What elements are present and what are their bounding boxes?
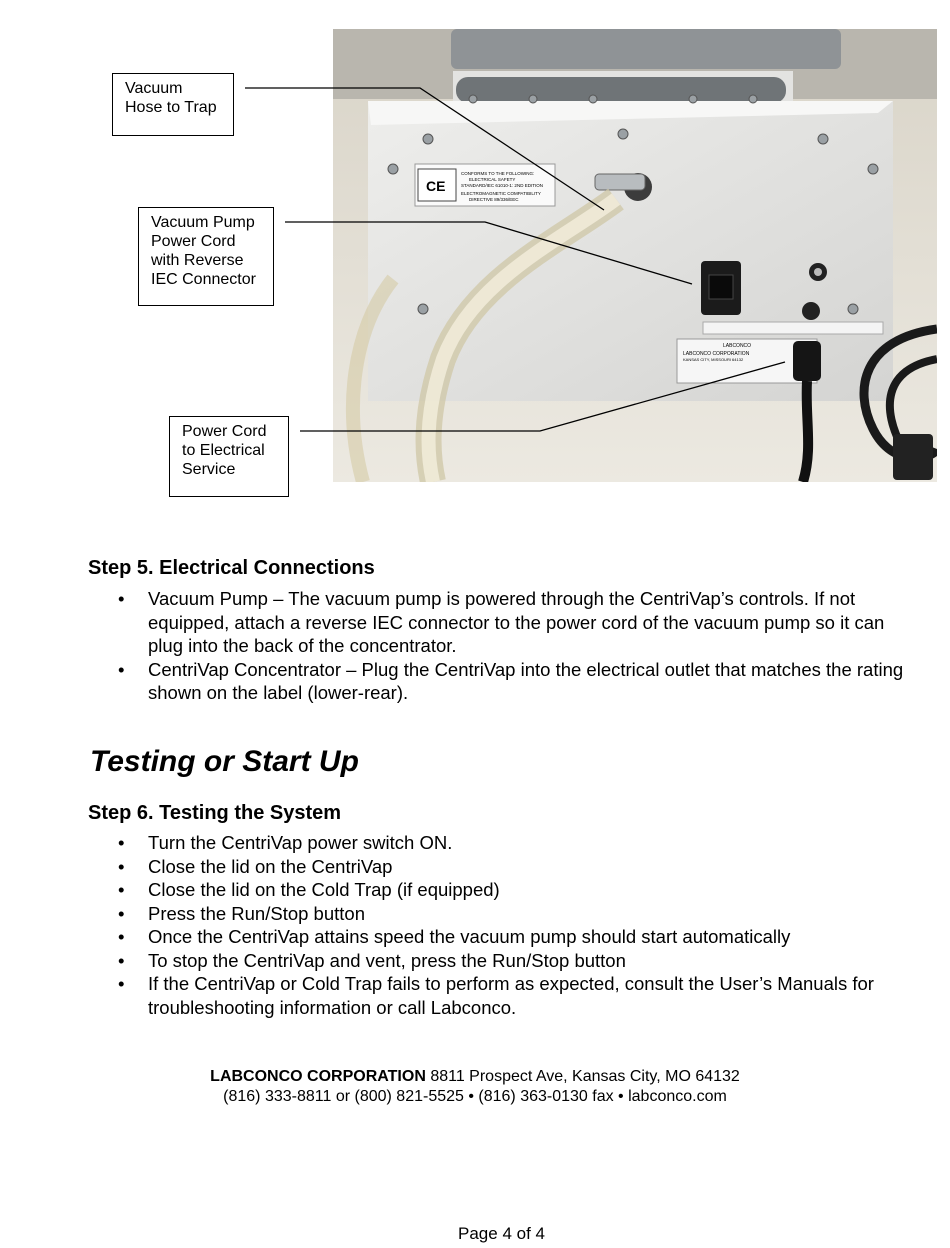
step6-heading: Step 6. Testing the System [88, 802, 342, 824]
callout-line: Hose to Trap [125, 99, 217, 116]
brand-label: LABCONCO [723, 343, 752, 349]
step6-list [148, 831, 918, 1019]
corp-label-line: LABCONCO CORPORATION [683, 351, 750, 357]
conformity-line: CONFORMS TO THE FOLLOWING: [461, 171, 535, 176]
list-item: • Close the lid on the CentriVap [148, 855, 918, 879]
callout-line: IEC Connector [151, 271, 256, 288]
rear-panel-photo [333, 29, 937, 482]
list-item: • To stop the CentriVap and vent, press the Run/Stop button [148, 949, 918, 973]
footer-phones: (816) 333-8811 or (800) 821-5525 • (816) 363-0130 fax • labconco.com [223, 1088, 727, 1105]
rear-panel-illustration [333, 29, 937, 482]
conformity-line: ELECTROMAGNETIC COMPATIBILITY [461, 191, 541, 196]
callout-vacuum-hose [112, 73, 234, 136]
ce-mark: CE [426, 178, 446, 194]
callout-power-cord [169, 416, 289, 497]
callout-line: Power Cord [182, 423, 267, 440]
step5-heading: Step 5. Electrical Connections [88, 557, 375, 579]
footer-address: 8811 Prospect Ave, Kansas City, MO 64132 [425, 1068, 740, 1085]
list-item: • Close the lid on the Cold Trap (if equipped) [148, 878, 918, 902]
page-number: Page 4 of 4 [458, 1224, 545, 1243]
list-item: • Press the Run/Stop button [148, 902, 918, 926]
conformity-line: ELECTRICAL SAFETY [469, 177, 516, 182]
footer-address-line [0, 1067, 950, 1087]
list-item: • If the CentriVap or Cold Trap fails to perform as expected, consult the User’s Manuals for troubleshooting information or call Labconco. [148, 972, 918, 1019]
list-item: • Vacuum Pump – The vacuum pump is powered through the CentriVap’s controls. If not equipped, attach a reverse IEC connector to the power cord of the vacuum pump so it can plug into the back of the concentrator. [148, 587, 918, 658]
callout-vacuum-pump-cord [138, 207, 274, 306]
list-item: • Once the CentriVap attains speed the vacuum pump should start automatically [148, 925, 918, 949]
conformity-line: DIRECTIVE 89/336/EEC [469, 197, 519, 202]
step5-list [148, 587, 918, 705]
conformity-line: STANDARD/IEC 61010-1: 2ND EDITION [461, 183, 543, 188]
list-item: • CentriVap Concentrator – Plug the CentriVap into the electrical outlet that matches the rating shown on the label (lower-rear). [148, 658, 918, 705]
callout-line: with Reverse [151, 252, 244, 269]
corp-label-line: KANSAS CITY, MISSOURI 64132 [683, 357, 744, 362]
callout-line: to Electrical [182, 442, 265, 459]
footer-company: LABCONCO CORPORATION [210, 1068, 426, 1085]
callout-line: Vacuum Pump [151, 214, 255, 231]
callout-line: Service [182, 461, 236, 478]
callout-line: Power Cord [151, 233, 236, 250]
section-title: Testing or Start Up [90, 745, 359, 778]
list-item: • Turn the CentriVap power switch ON. [148, 831, 918, 855]
callout-line: Vacuum [125, 80, 183, 97]
